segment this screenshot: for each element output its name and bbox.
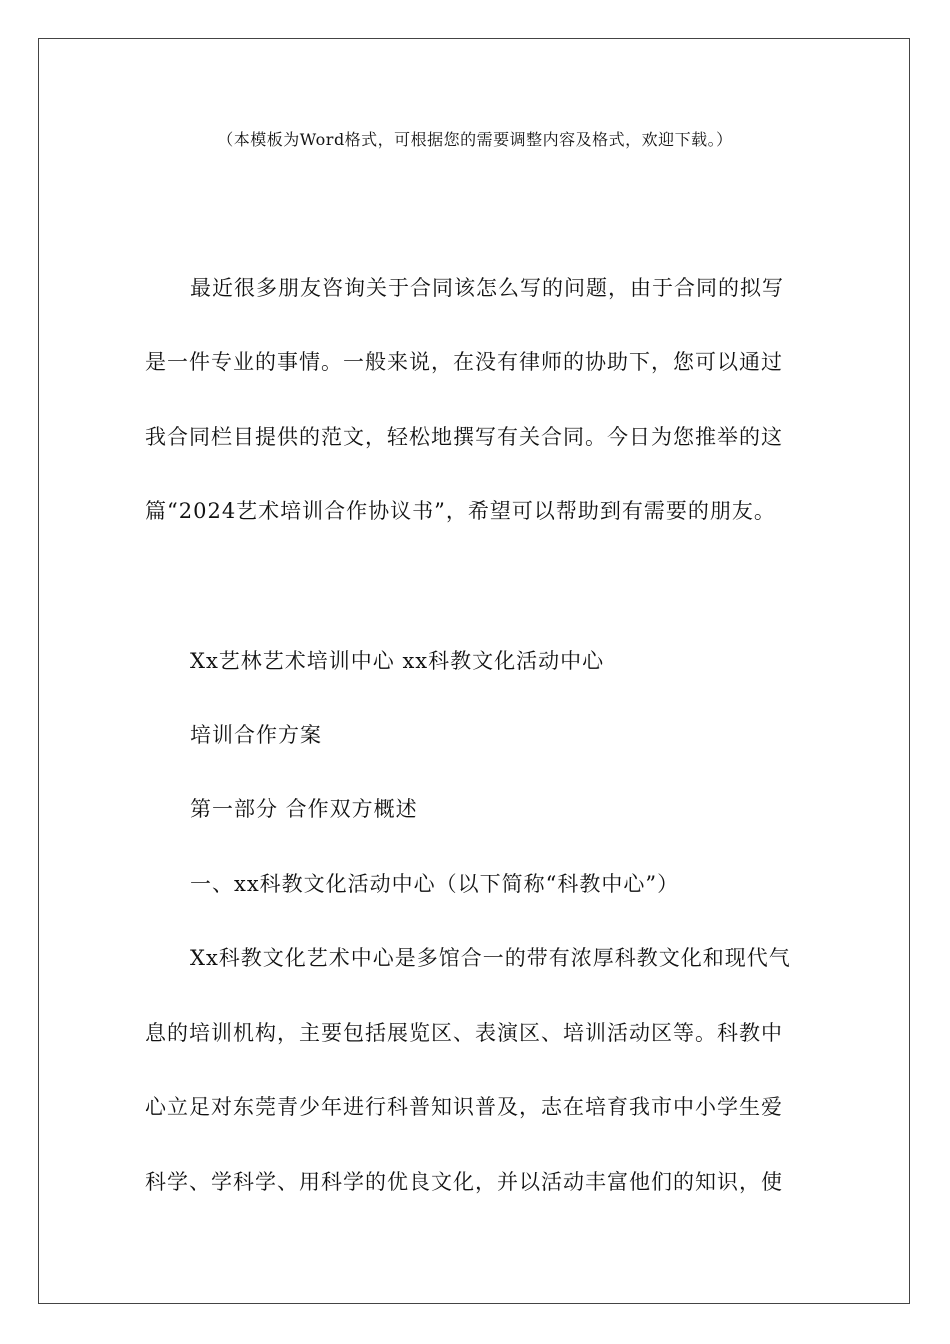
- intro-line-3: 我合同栏目提供的范文，轻松地撰写有关合同。今日为您推举的这: [145, 425, 783, 449]
- section-one-line-1: Xx科教文化艺术中心是多馆合一的带有浓厚科教文化和现代气: [190, 946, 791, 970]
- intro-line-4: 篇“2024艺术培训合作协议书”，希望可以帮助到有需要的朋友。: [145, 499, 776, 523]
- section-one-heading: 一、xx科教文化活动中心（以下简称“科教中心”）: [190, 872, 680, 896]
- part-one-heading: 第一部分 合作双方概述: [190, 797, 418, 821]
- template-note: （本模板为Word格式，可根据您的需要调整内容及格式，欢迎下载。）: [217, 130, 733, 149]
- section-one-line-3: 心立足对东莞青少年进行科普知识普及，志在培育我市中小学生爱: [145, 1095, 783, 1119]
- section-one-line-4: 科学、学科学、用科学的优良文化，并以活动丰富他们的知识，使: [145, 1170, 783, 1194]
- intro-line-2: 是一件专业的事情。一般来说，在没有律师的协助下，您可以通过: [145, 350, 783, 374]
- section-one-line-2: 息的培训机构，主要包括展览区、表演区、培训活动区等。科教中: [145, 1021, 783, 1045]
- parties-line: Xx艺林艺术培训中心 xx科教文化活动中心: [190, 649, 605, 673]
- plan-title: 培训合作方案: [190, 723, 322, 747]
- intro-line-1: 最近很多朋友咨询关于合同该怎么写的问题，由于合同的拟写: [190, 276, 784, 300]
